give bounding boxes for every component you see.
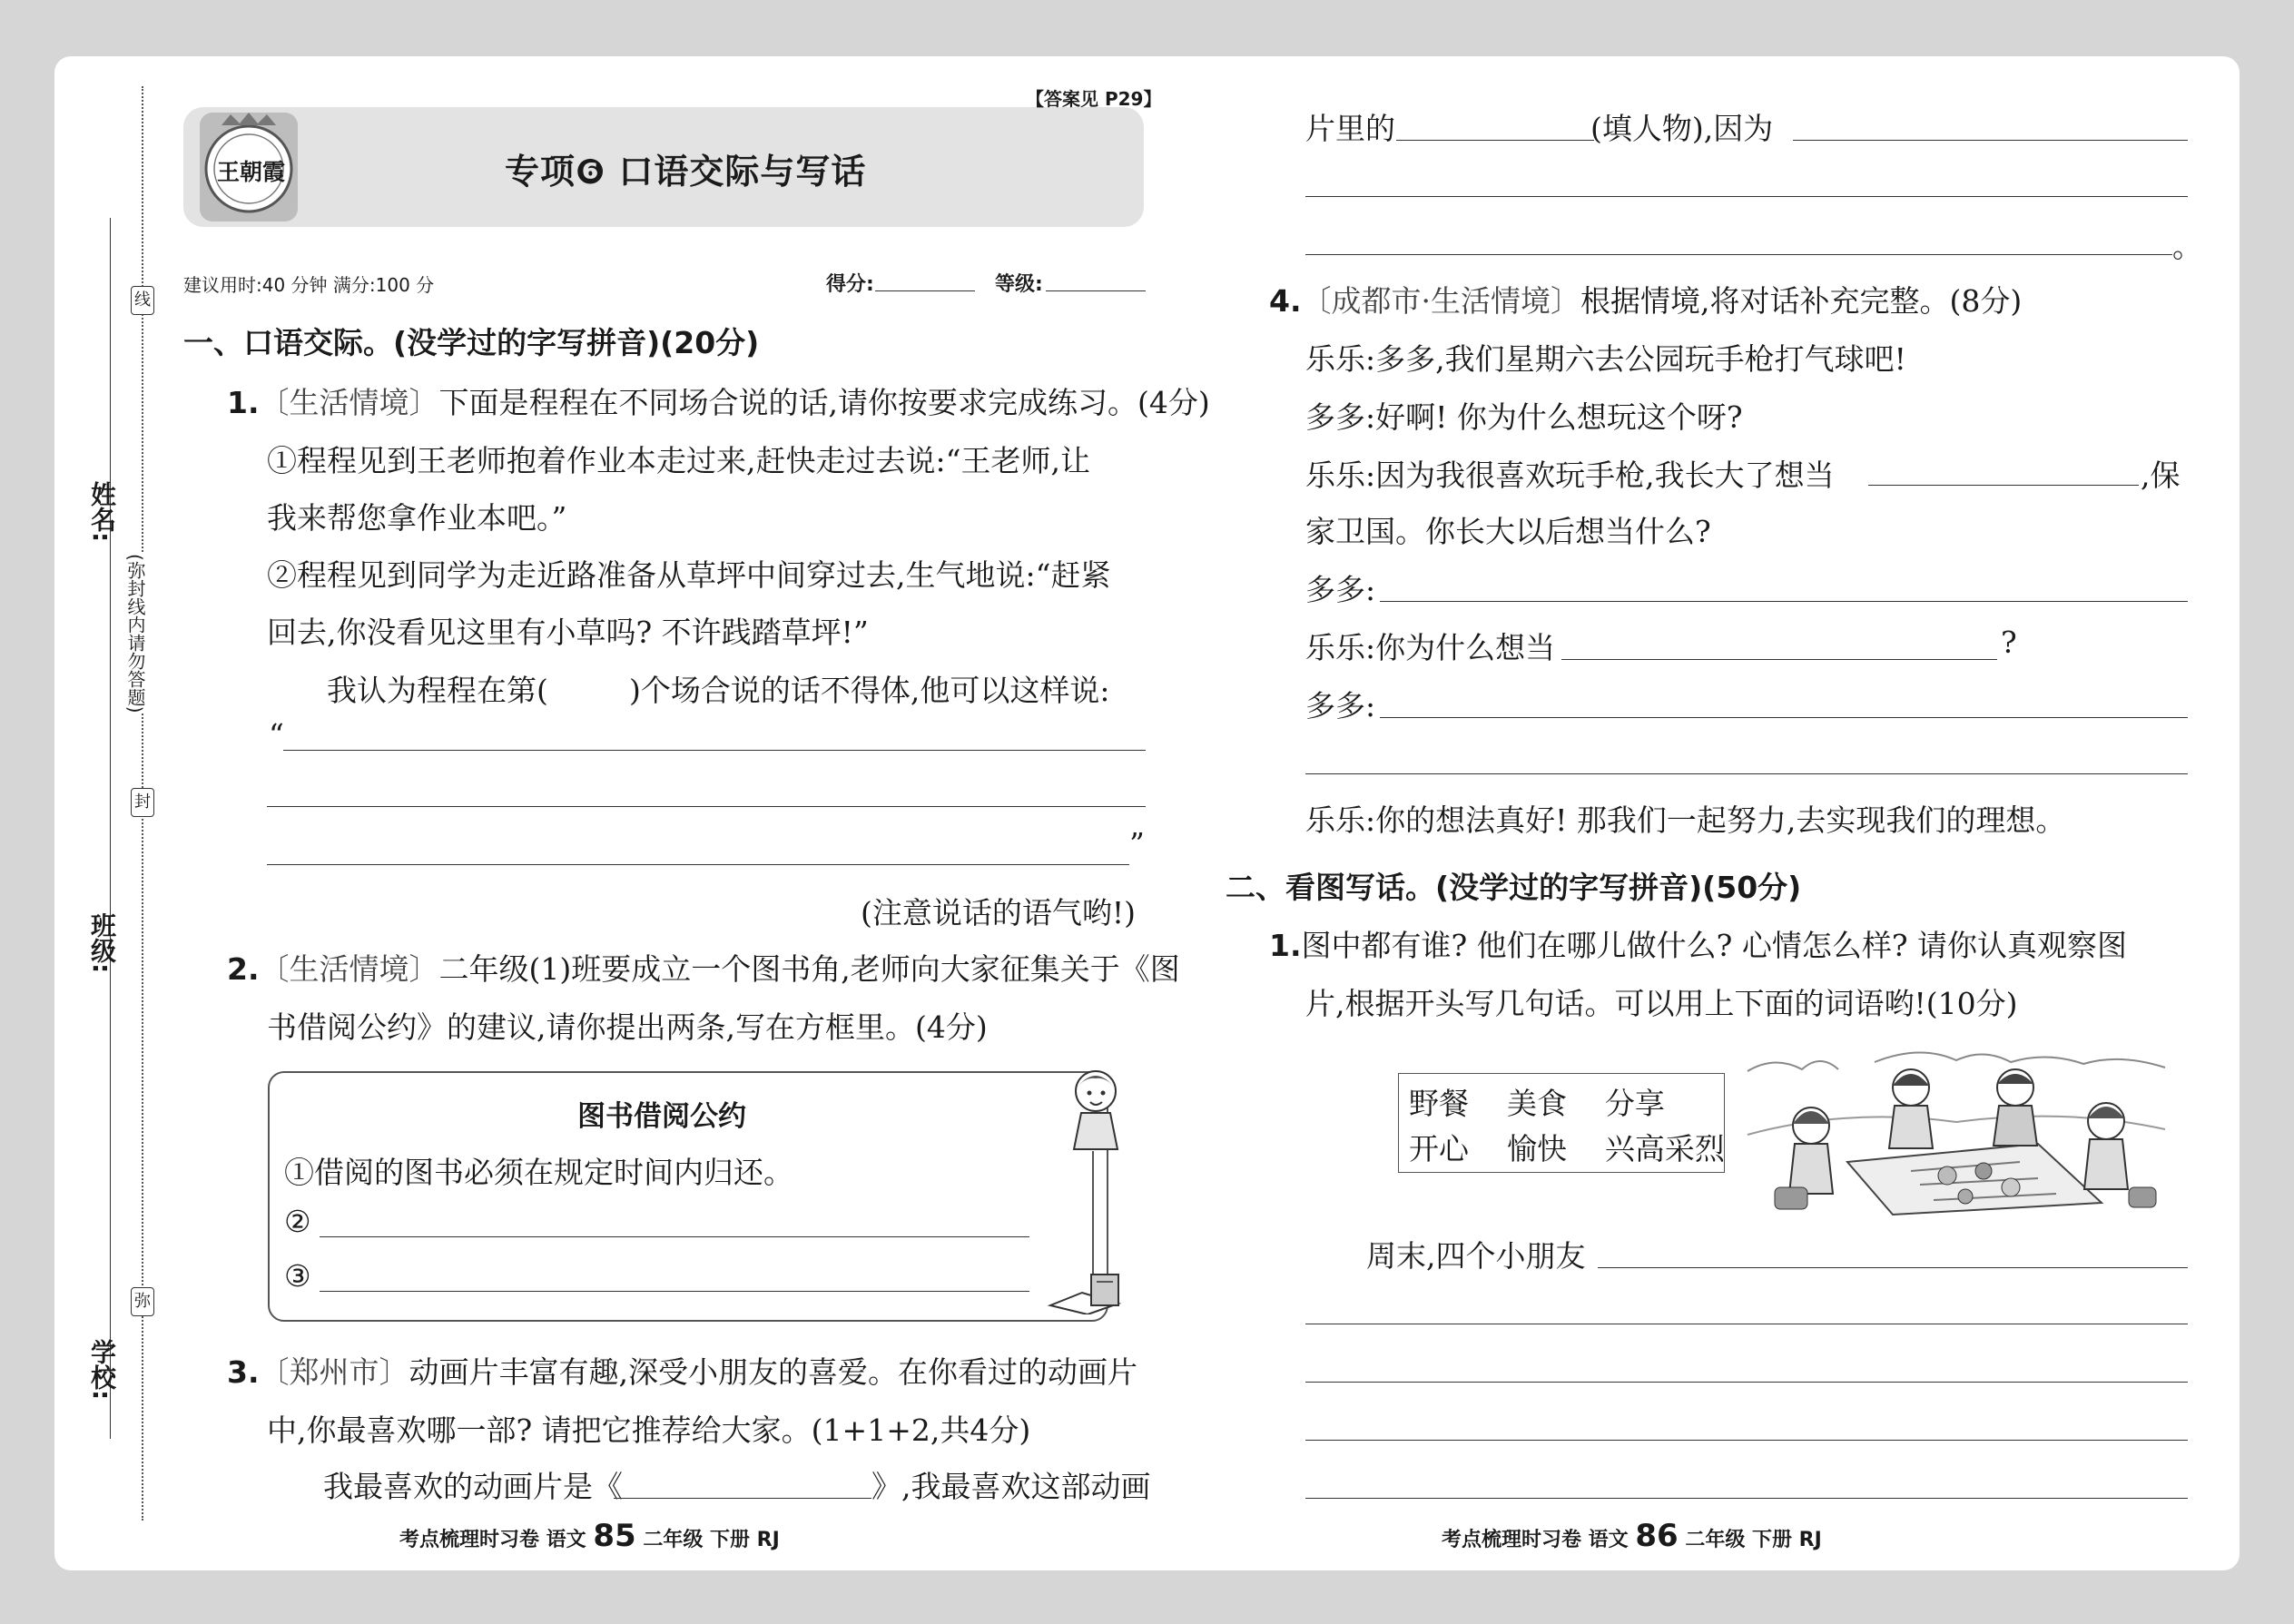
q1-scene1-line1: ①程程见到王老师抱着作业本走过来,赶快走过去说:“王老师,让 (267, 443, 1090, 478)
dialogue-4: 多多: (1305, 572, 1376, 607)
question-2 (227, 946, 1180, 989)
page-title: 专项❻ 口语交际与写话 (505, 152, 867, 192)
question-3 (227, 1349, 1137, 1392)
answer-reference: 【答案见 P29】 (1026, 88, 1162, 110)
section-1-title: 一、口语交际。(没学过的字写拼音)(20分) (183, 325, 760, 360)
right-footer-book: 考点梳理时习卷 语文 (1442, 1529, 1629, 1551)
q1-note: (注意说话的语气哟!) (861, 895, 1137, 930)
rule-item-3-label: ③ (284, 1258, 311, 1294)
writing-line-3[interactable] (1305, 1382, 2188, 1383)
q1-tag: 〔生活情境〕 (259, 385, 439, 420)
q3-text-line1: 动画片丰富有趣,深受小朋友的喜爱。在你看过的动画片 (409, 1354, 1137, 1390)
q1-scene2-line2: 回去,你没看见这里有小草吗? 不许践踏草坪!” (267, 615, 869, 650)
left-footer (399, 1518, 780, 1554)
q3-character-blank[interactable] (1396, 140, 1594, 141)
q1-ask-a: 我认为程程在第( (327, 673, 548, 708)
q2-number: 2. (227, 951, 260, 987)
w1-text-line1: 图中都有谁? 他们在哪儿做什么? 心情怎么样? 请你认真观察图 (1301, 928, 2128, 963)
section-2-title: 二、看图写话。(没学过的字写拼音)(50分) (1226, 870, 1802, 905)
dialogue-2: 多多:好啊! 你为什么想玩这个呀? (1305, 399, 1743, 435)
class-label: 班级: (87, 912, 117, 974)
seal-char-mi: 弥 (131, 1287, 154, 1316)
q1-answer-line-2[interactable] (267, 806, 1146, 807)
writing-line-4[interactable] (1305, 1440, 2188, 1441)
word-bank-row-1: 野餐 美食 分享 (1409, 1086, 1665, 1121)
writing-question-1 (1269, 922, 2127, 965)
q3-reason-blank-3[interactable] (1305, 254, 2172, 255)
q1-answer-line-1[interactable] (283, 750, 1146, 751)
right-page-number: 86 (1635, 1518, 1679, 1554)
seal-notice: (弥封线内请勿答题) (123, 554, 149, 714)
w1-text-line2: 片,根据开头写几句话。可以用上下面的词语哟!(10分) (1305, 986, 2018, 1021)
rule-item-2-label: ② (284, 1204, 311, 1239)
word-bank-row-2: 开心 愉快 兴高采烈 (1409, 1131, 1725, 1166)
q3-fill-a: 我最喜欢的动画片是《 (323, 1469, 623, 1504)
q1-scene1-line2: 我来帮您拿作业本吧。” (267, 500, 567, 536)
seal-char-feng: 封 (131, 788, 154, 817)
dialogue-3a: 乐乐:因为我很喜欢玩手枪,我长大了想当 (1305, 458, 1835, 493)
q2-tag: 〔生活情境〕 (259, 951, 439, 987)
score-blank[interactable] (875, 290, 975, 291)
writing-start: 周末,四个小朋友 (1366, 1238, 1586, 1274)
w1-number: 1. (1269, 928, 1302, 963)
seal-char-xian: 线 (131, 286, 154, 315)
left-page-number: 85 (593, 1518, 636, 1554)
writing-line-1[interactable] (1598, 1267, 2188, 1268)
q2-text-line2: 书借阅公约》的建议,请你提出两条,写在方框里。(4分) (267, 1009, 988, 1045)
girl-illustration (1058, 1062, 1130, 1153)
q1-text: 下面是程程在不同场合说的话,请你按要求完成练习。(4分) (438, 385, 1210, 420)
info-line (110, 218, 111, 1439)
logo-emblem (183, 107, 315, 227)
question-1 (227, 379, 1210, 422)
picnic-illustration (1738, 1035, 2174, 1216)
dialogue-5a: 乐乐:你为什么想当 (1305, 630, 1556, 665)
q3-text-line2: 中,你最喜欢哪一部? 请把它推荐给大家。(1+1+2,共4分) (267, 1412, 1031, 1448)
dialogue-3b: ,保 (2141, 458, 2181, 493)
q3-number: 3. (227, 1354, 260, 1390)
q1-answer-line-3[interactable] (267, 864, 1129, 865)
q4-tag: 〔成都市·生活情境〕 (1301, 283, 1580, 319)
pole-line (1092, 1151, 1094, 1287)
q4-number: 4. (1269, 283, 1302, 319)
library-rules-title: 图书借阅公约 (577, 1100, 746, 1133)
q3-cartoon-name-blank[interactable] (614, 1498, 871, 1499)
left-footer-book: 考点梳理时习卷 语文 (399, 1529, 586, 1551)
q1-scene2-line1: ②程程见到同学为走近路准备从草坪中间穿过去,生气地说:“赶紧 (267, 557, 1111, 593)
dialogue-7: 乐乐:你的想法真好! 那我们一起努力,去实现我们的理想。 (1305, 802, 2066, 838)
name-label: 姓名: (87, 481, 117, 543)
dialogue-3c: 家卫国。你长大以后想当什么? (1305, 514, 1711, 549)
q3-tag: 〔郑州市〕 (259, 1354, 409, 1390)
q3-reason-blank-2[interactable] (1305, 196, 2188, 197)
score-label: 得分: (826, 273, 874, 296)
dialogue-6-blank-1[interactable] (1380, 717, 2188, 718)
right-footer-grade: 二年级 下册 RJ (1685, 1529, 1822, 1551)
dialogue-5b: ? (2001, 625, 2017, 660)
dialogue-4-blank[interactable] (1380, 601, 2188, 602)
right-footer (1442, 1518, 1822, 1554)
rule-item-2-blank[interactable] (320, 1236, 1029, 1237)
dialogue-6-blank-2[interactable] (1305, 773, 2188, 774)
dialogue-1: 乐乐:多多,我们星期六去公园玩手枪打气球吧! (1305, 341, 1906, 377)
logo-text: 王朝霞 (217, 159, 286, 185)
dialogue-6: 多多: (1305, 688, 1376, 723)
rule-item-3-blank[interactable] (320, 1291, 1029, 1292)
open-quote: “ (269, 717, 284, 753)
writing-line-5[interactable] (1305, 1498, 2188, 1499)
time-score-info: 建议用时:40 分钟 满分:100 分 (183, 274, 435, 296)
q1-number: 1. (227, 385, 260, 420)
q3-fill-b: 》,我最喜欢这部动画 (871, 1469, 1151, 1504)
school-label: 学校: (87, 1339, 117, 1401)
close-quote: ” (1129, 826, 1145, 861)
q3-reason-blank-1[interactable] (1793, 140, 2188, 141)
grade-blank[interactable] (1046, 290, 1146, 291)
period-mark: 。 (2172, 229, 2202, 264)
books-illustration (1046, 1269, 1127, 1314)
grade-label: 等级: (995, 273, 1043, 296)
q3-cont-b: (填人物),因为 (1590, 111, 1774, 146)
dialogue-3-blank[interactable] (1868, 485, 2139, 486)
dialogue-5-blank[interactable] (1561, 659, 1997, 660)
left-footer-grade: 二年级 下册 RJ (643, 1529, 780, 1551)
q4-text: 根据情境,将对话补充完整。(8分) (1580, 283, 2023, 319)
q1-ask-b: )个场合说的话不得体,他可以这样说: (629, 673, 1110, 708)
q2-text-line1: 二年级(1)班要成立一个图书角,老师向大家征集关于《图 (438, 951, 1180, 987)
q3-cont-a: 片里的 (1305, 111, 1395, 146)
question-4 (1269, 278, 2022, 320)
rule-item-1: ①借阅的图书必须在规定时间内归还。 (284, 1155, 793, 1190)
